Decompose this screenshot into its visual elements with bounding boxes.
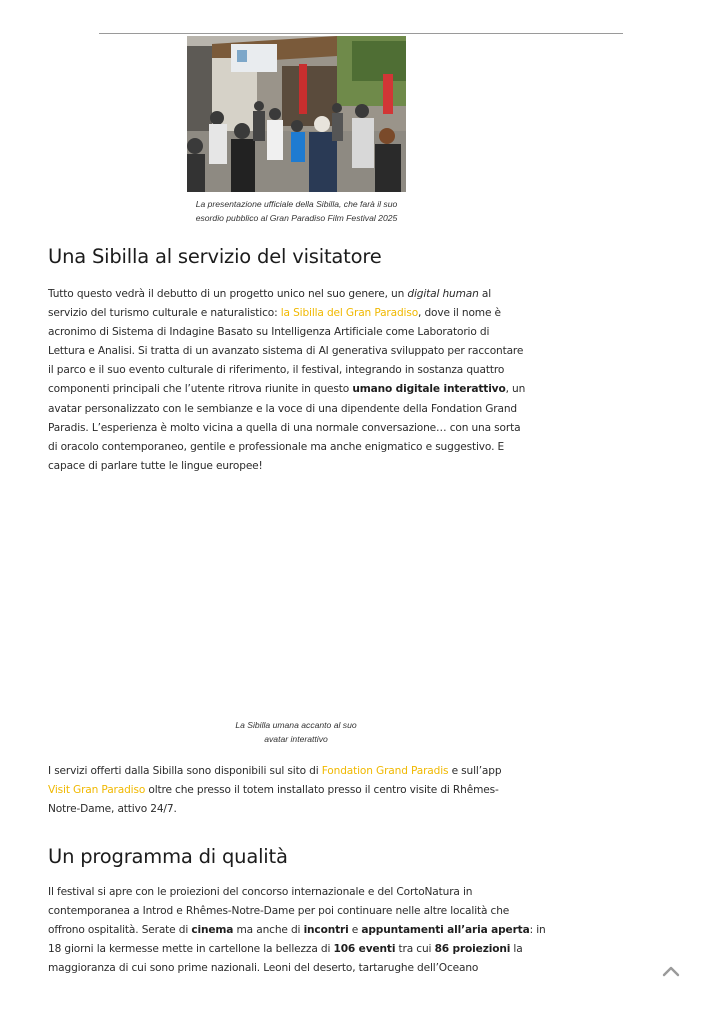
text: la: [510, 943, 523, 956]
paragraph-sibilla-services: [48, 762, 553, 819]
text: 18 giorni la kermesse mette in cartellone la bellezza di: [48, 943, 334, 956]
figure-caption-line: avatar interattivo: [264, 734, 328, 744]
text: componenti principali che l’utente ritrova riunite in questo: [48, 383, 353, 396]
figure-caption-line: La presentazione ufficiale della Sibilla, che farà il suo: [195, 199, 398, 209]
text-line: il parco e il suo evento culturale di riferimento, il festival, integrando in sostanza quattro: [48, 364, 505, 377]
figure-caption: [180, 197, 413, 225]
section-heading: Una Sibilla al servizio del visitatore: [48, 245, 382, 268]
text: oltre che presso il totem installato presso il centro visite di Rhêmes-: [145, 784, 499, 797]
text: servizio del turismo culturale e naturalistico:: [48, 307, 281, 320]
section-heading: Un programma di qualità: [48, 845, 288, 868]
paragraph-sibilla-intro: [48, 285, 553, 476]
visit-gran-paradiso-link[interactable]: Visit Gran Paradiso: [48, 784, 146, 797]
figure-caption-line: esordio pubblico al Gran Paradiso Film Festival 2025: [195, 213, 398, 223]
text-line: maggioranza di cui sono prime nazionali. Leoni del deserto, tartarughe dell’Oceano: [48, 962, 479, 975]
crowd-photo-illustration: [187, 36, 406, 192]
bold-text: umano digitale interattivo: [352, 383, 506, 396]
embedded-media-placeholder: [48, 486, 553, 708]
bold-text: cinema: [191, 924, 234, 937]
text: e sull’app: [448, 765, 502, 777]
text-line: Notre-Dame, attivo 24/7.: [48, 803, 177, 816]
text-line: Il festival si apre con le proiezioni del concorso internazionale e del CortoNatura in: [48, 886, 473, 898]
back-to-top-button[interactable]: [660, 962, 682, 980]
bold-text: appuntamenti all’aria aperta: [361, 924, 530, 937]
text: tra cui: [395, 943, 435, 956]
figure-caption: [215, 718, 377, 746]
text-line: acronimo di Sistema di Indagine Basato su Intelligenza Artificiale come Laboratorio di: [48, 326, 490, 339]
paragraph-programma: [48, 883, 553, 978]
text: ma anche di: [233, 924, 304, 937]
text: : in: [529, 924, 546, 937]
text-line: Lettura e Analisi. Si tratta di un avanzato sistema di AI generativa sviluppato per raccontare: [48, 345, 524, 358]
bold-text: incontri: [303, 924, 349, 937]
bold-text: 106 eventi: [333, 943, 396, 956]
festival-presentation-photo: [187, 36, 406, 192]
text-line: di oracolo contemporaneo, gentile e professionale ma anche enigmatico e suggestivo. E: [48, 440, 505, 453]
text-line: avatar personalizzato con le sembianze e la voce di una dipendente della Fondation Grand: [48, 402, 517, 415]
text: offrono ospitalità. Serate di: [48, 924, 192, 937]
text-line: contemporanea a Introd e Rhêmes-Notre-Dame per poi continuare nelle altre località che: [48, 905, 510, 918]
emphasis-text: digital human: [407, 288, 479, 300]
chevron-up-icon: [660, 962, 682, 980]
fondation-grand-paradis-link[interactable]: Fondation Grand Paradis: [321, 765, 449, 777]
text: al: [478, 288, 492, 300]
sibilla-link[interactable]: la Sibilla del Gran Paradiso: [280, 307, 419, 320]
header-divider: [99, 33, 623, 34]
figure-caption-line: La Sibilla umana accanto al suo: [235, 720, 357, 730]
bold-text: 86 proiezioni: [434, 943, 511, 956]
text: , dove il nome è: [418, 307, 501, 320]
text-line: capace di parlare tutte le lingue europee!: [48, 459, 263, 472]
text: , un: [505, 383, 526, 396]
text-line: Paradis. L’esperienza è molto vicina a quella di una normale conversazione… con una sorta: [48, 421, 521, 434]
text: I servizi offerti dalla Sibilla sono disponibili sul sito di: [48, 765, 322, 777]
text: e: [348, 924, 362, 937]
text: Tutto questo vedrà il debutto di un progetto unico nel suo genere, un: [48, 288, 408, 300]
